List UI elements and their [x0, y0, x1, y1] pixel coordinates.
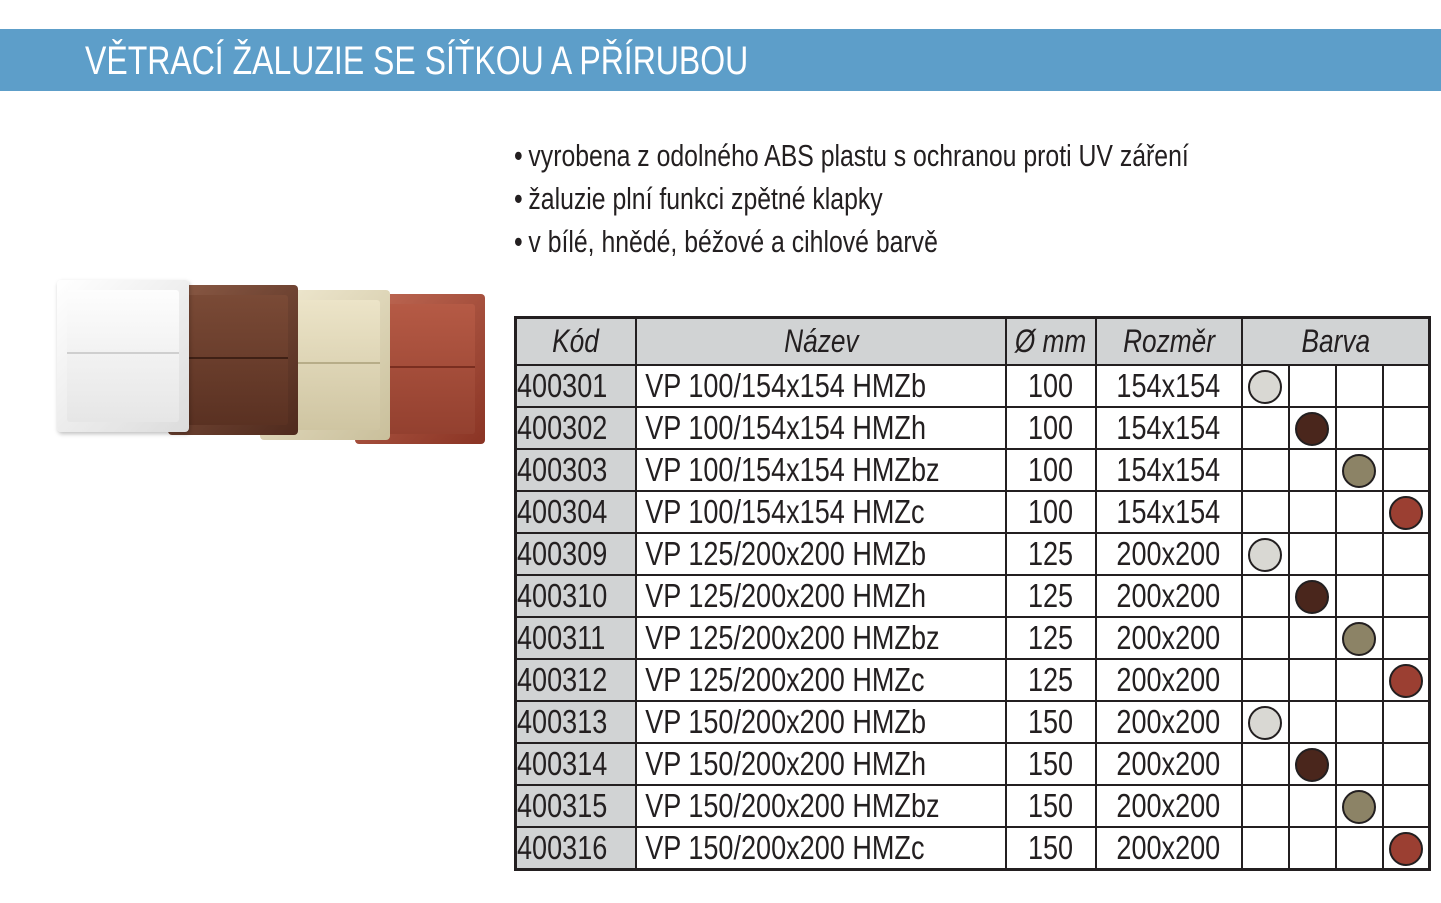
color-dot-icon: [1342, 454, 1376, 488]
cell-size: 200x200: [1096, 701, 1242, 743]
color-dot-icon: [1248, 538, 1282, 572]
color-dot-icon: [1389, 832, 1423, 866]
feature-item: • v bílé, hnědé, béžové a cihlové barvě: [514, 224, 938, 259]
feature-item: • žaluzie plní funkci zpětné klapky: [514, 181, 883, 216]
cell-size: 200x200: [1096, 575, 1242, 617]
cell-code: 400314: [516, 743, 636, 785]
cell-color-swatch: [1289, 533, 1336, 575]
cell-color-swatch: [1336, 743, 1383, 785]
cell-diameter: 150: [1006, 743, 1095, 785]
cell-color-swatch: [1242, 701, 1289, 743]
cell-code: 400303: [516, 449, 636, 491]
cell-color-swatch: [1383, 827, 1430, 870]
table-row: [516, 701, 1430, 743]
cell-color-swatch: [1289, 659, 1336, 701]
cell-code: 400309: [516, 533, 636, 575]
cell-name: VP 100/154x154 HMZbz: [636, 449, 1007, 491]
table-row: [516, 743, 1430, 785]
color-dot-icon: [1248, 370, 1282, 404]
cell-color-swatch: [1336, 827, 1383, 870]
cell-diameter: 125: [1006, 659, 1095, 701]
cell-color-swatch: [1336, 407, 1383, 449]
column-header-color: Barva: [1242, 318, 1430, 366]
cell-color-swatch: [1383, 449, 1430, 491]
cell-color-swatch: [1383, 575, 1430, 617]
cell-color-swatch: [1383, 701, 1430, 743]
cell-color-swatch: [1289, 743, 1336, 785]
cell-color-swatch: [1336, 785, 1383, 827]
table-row: [516, 827, 1430, 870]
table-row: [516, 449, 1430, 491]
cell-code: 400301: [516, 365, 636, 407]
cell-color-swatch: [1383, 407, 1430, 449]
cell-color-swatch: [1289, 785, 1336, 827]
cell-color-swatch: [1336, 659, 1383, 701]
cell-name: VP 100/154x154 HMZh: [636, 407, 1007, 449]
cell-name: VP 125/200x200 HMZh: [636, 575, 1007, 617]
color-dot-icon: [1389, 664, 1423, 698]
cell-color-swatch: [1242, 365, 1289, 407]
cell-color-swatch: [1336, 617, 1383, 659]
table-header-row: [516, 318, 1430, 366]
column-header-name: Název: [636, 318, 1007, 366]
cell-size: 200x200: [1096, 785, 1242, 827]
header-band: [0, 29, 1441, 91]
cell-color-swatch: [1289, 617, 1336, 659]
cell-name: VP 150/200x200 HMZh: [636, 743, 1007, 785]
cell-color-swatch: [1336, 491, 1383, 533]
cell-color-swatch: [1383, 491, 1430, 533]
cell-color-swatch: [1383, 365, 1430, 407]
table-row: [516, 617, 1430, 659]
cell-name: VP 125/200x200 HMZc: [636, 659, 1007, 701]
cell-diameter: 100: [1006, 407, 1095, 449]
cell-diameter: 150: [1006, 785, 1095, 827]
cell-size: 200x200: [1096, 617, 1242, 659]
cell-code: 400315: [516, 785, 636, 827]
cell-color-swatch: [1242, 407, 1289, 449]
cell-name: VP 150/200x200 HMZbz: [636, 785, 1007, 827]
cell-color-swatch: [1289, 827, 1336, 870]
cell-color-swatch: [1289, 701, 1336, 743]
cell-code: 400304: [516, 491, 636, 533]
cell-name: VP 150/200x200 HMZb: [636, 701, 1007, 743]
color-dot-icon: [1295, 748, 1329, 782]
cell-size: 154x154: [1096, 491, 1242, 533]
table-row: [516, 785, 1430, 827]
cell-name: VP 150/200x200 HMZc: [636, 827, 1007, 870]
cell-code: 400312: [516, 659, 636, 701]
cell-diameter: 125: [1006, 533, 1095, 575]
cell-diameter: 150: [1006, 701, 1095, 743]
cell-color-swatch: [1242, 617, 1289, 659]
cell-name: VP 125/200x200 HMZb: [636, 533, 1007, 575]
cell-code: 400302: [516, 407, 636, 449]
cell-diameter: 125: [1006, 617, 1095, 659]
cell-size: 200x200: [1096, 743, 1242, 785]
cell-color-swatch: [1289, 407, 1336, 449]
cell-diameter: 150: [1006, 827, 1095, 870]
grille-white: [57, 280, 189, 432]
cell-size: 154x154: [1096, 365, 1242, 407]
cell-code: 400310: [516, 575, 636, 617]
column-header-size: Rozměr: [1096, 318, 1242, 366]
cell-diameter: 100: [1006, 491, 1095, 533]
cell-color-swatch: [1383, 659, 1430, 701]
color-dot-icon: [1295, 412, 1329, 446]
cell-color-swatch: [1383, 533, 1430, 575]
column-header-code: Kód: [516, 318, 636, 366]
cell-code: 400316: [516, 827, 636, 870]
column-header-diameter: Ø mm: [1006, 318, 1095, 366]
cell-diameter: 125: [1006, 575, 1095, 617]
cell-code: 400311: [516, 617, 636, 659]
cell-size: 200x200: [1096, 533, 1242, 575]
color-dot-icon: [1248, 706, 1282, 740]
cell-color-swatch: [1383, 617, 1430, 659]
color-dot-icon: [1342, 790, 1376, 824]
cell-color-swatch: [1289, 491, 1336, 533]
feature-text: vyrobena z odolného ABS plastu s ochranou proti UV záření: [528, 138, 1189, 173]
cell-color-swatch: [1383, 785, 1430, 827]
cell-color-swatch: [1336, 701, 1383, 743]
cell-color-swatch: [1336, 449, 1383, 491]
cell-diameter: 100: [1006, 449, 1095, 491]
product-table: [514, 316, 1431, 871]
cell-size: 154x154: [1096, 407, 1242, 449]
feature-item: • vyrobena z odolného ABS plastu s ochranou proti UV záření: [514, 138, 1189, 173]
table-row: [516, 365, 1430, 407]
cell-color-swatch: [1242, 533, 1289, 575]
color-dot-icon: [1342, 622, 1376, 656]
table-row: [516, 575, 1430, 617]
table-row: [516, 491, 1430, 533]
cell-color-swatch: [1242, 449, 1289, 491]
cell-color-swatch: [1242, 827, 1289, 870]
cell-color-swatch: [1242, 785, 1289, 827]
cell-name: VP 125/200x200 HMZbz: [636, 617, 1007, 659]
cell-color-swatch: [1242, 575, 1289, 617]
product-image: [55, 280, 495, 470]
table-row: [516, 659, 1430, 701]
cell-name: VP 100/154x154 HMZb: [636, 365, 1007, 407]
cell-color-swatch: [1289, 449, 1336, 491]
feature-text: v bílé, hnědé, béžové a cihlové barvě: [528, 224, 938, 259]
cell-color-swatch: [1242, 659, 1289, 701]
cell-size: 154x154: [1096, 449, 1242, 491]
cell-color-swatch: [1289, 575, 1336, 617]
cell-code: 400313: [516, 701, 636, 743]
cell-diameter: 100: [1006, 365, 1095, 407]
cell-color-swatch: [1242, 743, 1289, 785]
cell-color-swatch: [1383, 743, 1430, 785]
cell-color-swatch: [1336, 575, 1383, 617]
color-dot-icon: [1389, 496, 1423, 530]
cell-color-swatch: [1336, 365, 1383, 407]
cell-color-swatch: [1289, 365, 1336, 407]
table-row: [516, 533, 1430, 575]
cell-color-swatch: [1336, 533, 1383, 575]
cell-color-swatch: [1242, 491, 1289, 533]
cell-size: 200x200: [1096, 827, 1242, 870]
page-title: VĚTRACÍ ŽALUZIE SE SÍŤKOU A PŘÍRUBOU: [85, 39, 749, 83]
table-row: [516, 407, 1430, 449]
feature-list: [514, 134, 1357, 263]
feature-text: žaluzie plní funkci zpětné klapky: [528, 181, 883, 216]
cell-name: VP 100/154x154 HMZc: [636, 491, 1007, 533]
cell-size: 200x200: [1096, 659, 1242, 701]
color-dot-icon: [1295, 580, 1329, 614]
